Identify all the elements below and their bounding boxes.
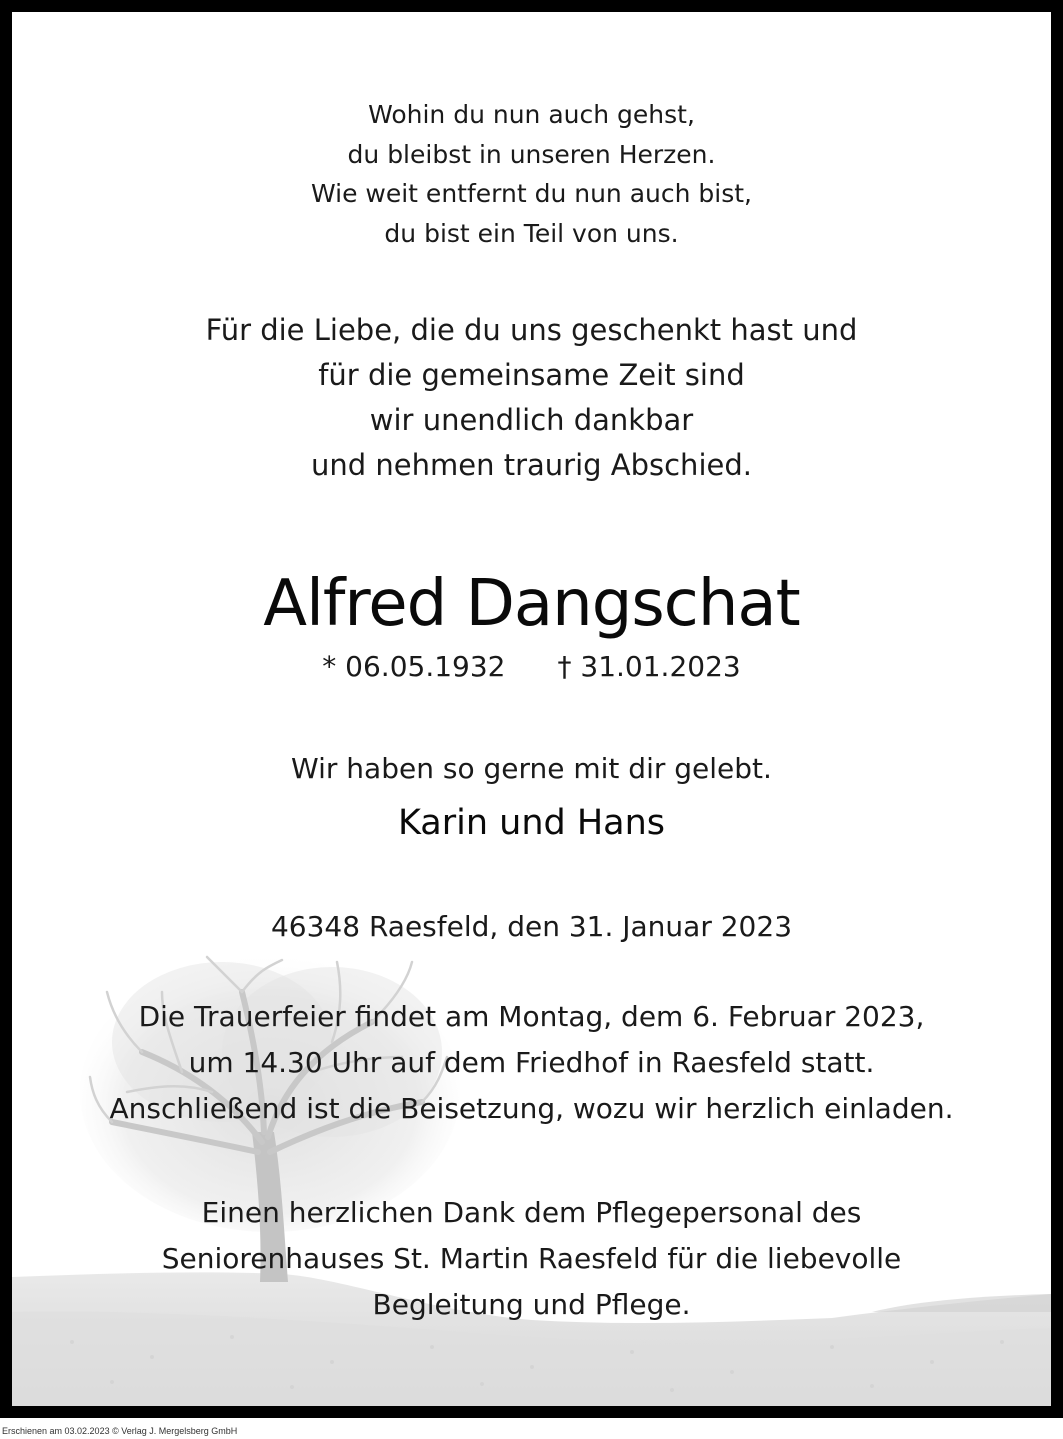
gratitude-line: und nehmen traurig Abschied. — [311, 448, 752, 482]
ceremony-line: um 14.30 Uhr auf dem Friedhof in Raesfeld statt. — [188, 1046, 875, 1079]
family-names: Karin und Hans — [397, 803, 666, 843]
thanks-line: Seniorenhauses St. Martin Raesfeld für die liebevolle — [161, 1242, 902, 1275]
thanks-line: Begleitung und Pflege. — [372, 1288, 691, 1321]
birth-date: * 06.05.1932 — [322, 650, 506, 683]
life-dates — [12, 649, 1051, 685]
ceremony-line: Die Trauerfeier findet am Montag, dem 6. Februar 2023, — [138, 1000, 925, 1033]
deceased-name: Alfred Dangschat — [263, 567, 800, 641]
place-date: 46348 Raesfeld, den 31. Januar 2023 — [270, 910, 793, 943]
gratitude-line: Für die Liebe, die du uns geschenkt hast und — [205, 313, 858, 347]
death-date: † 31.01.2023 — [557, 650, 741, 683]
poem-line: Wie weit entfernt du nun auch bist, — [310, 179, 753, 208]
poem-line: du bist ein Teil von uns. — [384, 219, 679, 248]
publication-footer: Erschienen am 03.02.2023 © Verlag J. Mergelsberg GmbH — [2, 1426, 238, 1436]
gratitude-line: für die gemeinsame Zeit sind — [318, 358, 745, 392]
ceremony-line: Anschließend ist die Beisetzung, wozu wir herzlich einladen. — [109, 1092, 954, 1125]
poem-line: du bleibst in unseren Herzen. — [347, 140, 716, 169]
farewell-line: Wir haben so gerne mit dir gelebt. — [291, 752, 772, 785]
gratitude-line: wir unendlich dankbar — [369, 403, 694, 437]
poem-line: Wohin du nun auch gehst, — [368, 100, 695, 129]
thanks-line: Einen herzlichen Dank dem Pflegepersonal des — [201, 1196, 862, 1229]
